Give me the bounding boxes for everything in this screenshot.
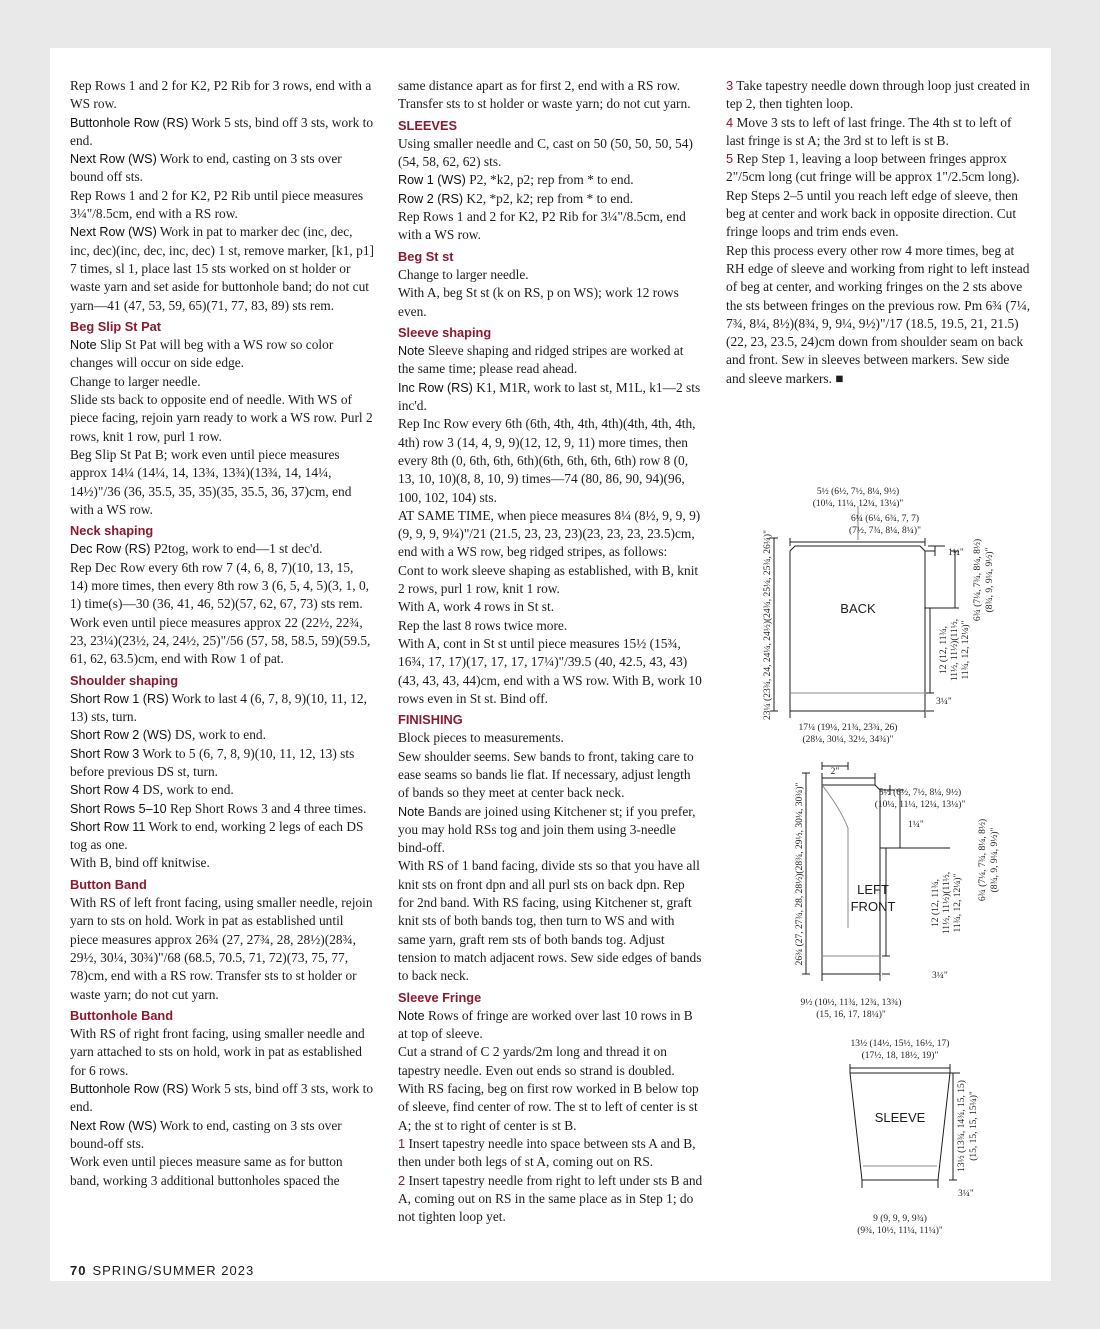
front-label-1: LEFT (857, 882, 889, 897)
paragraph-text: Rep Rows 1 and 2 for K2, P2 Rib until piece measures 3¼"/8.5cm, end with a RS row. (70, 187, 364, 222)
paragraph-text: P2, *k2, p2; rep from * to end. (465, 172, 634, 188)
paragraph-keyword: Next Row (WS) (70, 1118, 157, 1133)
paragraph (70, 391, 374, 446)
paragraph (70, 336, 374, 373)
paragraph-keyword: Inc Row (RS) (398, 380, 473, 395)
section-heading: Shoulder shaping (70, 672, 179, 688)
paragraph (398, 415, 703, 506)
front-neck-curve (822, 785, 848, 928)
back-side-3: 11¾, 12, 12¼)" (961, 620, 971, 680)
paragraph-text: Work to last 4 (6, 7, 8, 9)(10, 11, 12, 13) sts, turn. (70, 690, 367, 725)
paragraph-keyword: Short Rows 5–10 (70, 801, 167, 816)
back-armhole-1: 6¾ (7¼, 7¾, 8¼, 8½) (973, 538, 983, 622)
paragraph-text: Work to 5 (6, 7, 8, 9)(10, 11, 12, 13) sts before previous DS st, turn. (70, 745, 355, 779)
paragraph-text: Rep this process every other row 4 more times, beg at RH edge of sleeve and working from right to left instead of beg at center, and working fringes on the 2 sts above the sts between fringes on the previous row. Pm 6¾ (7¼, 7¾, 8¼, 8½)(8¾, 9, 9¼, 9½)"/17 (18.5, 19.5, 21, 21.5)(22, 23, 23.5, 24)cm down from shoulder seam on back and front. Sew in sleeves between markers. Sew side and sleeve markers. ■ (726, 242, 1031, 386)
back-bottom-width-2: (28¼, 30¼, 32½, 34¾)" (802, 735, 894, 745)
paragraph (398, 507, 703, 562)
sleeve-label: SLEEVE (874, 1110, 926, 1125)
front-outline (822, 785, 880, 974)
paragraph (398, 635, 703, 708)
paragraph (70, 114, 374, 151)
paragraph (70, 781, 374, 799)
front-side-2: 11½, 11½)(11½, (942, 871, 952, 935)
paragraph (70, 150, 374, 187)
paragraph (70, 745, 374, 782)
paragraph-text: Slide sts back to opposite end of needle. With WS of piece facing, rejoin yarn ready to work a WS row. Purl 2 rows, knit 1 row, purl 1 row. (70, 392, 373, 444)
paragraph-keyword: Short Row 4 (70, 783, 140, 798)
back-top-width-1: 5½ (6½, 7½, 8¼, 9½) (816, 487, 900, 497)
paragraph-text: With A, work 4 rows in St st. (398, 599, 555, 615)
paragraph-keyword: Short Row 2 (WS) (70, 728, 172, 743)
paragraph-text: Rep the last 8 rows twice more. (398, 617, 568, 633)
paragraph (398, 857, 703, 985)
front-armhole-1: 6¾ (7¼, 7¾, 8¼, 8½) (978, 818, 988, 902)
paragraph-text: Move 3 sts to left of last fringe. The 4th st to left of last fringe is st A; the 3rd st to left is st B. (726, 114, 1012, 148)
front-band: 2" (830, 767, 840, 777)
paragraph (726, 114, 1031, 151)
back-outline (790, 546, 925, 711)
paragraph (70, 446, 374, 519)
back-length: 23¼ (23¾, 24, 24¼, 24½)(24¾, 25¼, 25¾, 26¼)" (763, 530, 773, 720)
paragraph-keyword: Short Row 1 (RS) (70, 691, 169, 706)
paragraph-keyword: Buttonhole Row (RS) (70, 115, 189, 130)
paragraph-text: With B, bind off knitwise. (70, 855, 210, 871)
paragraph (70, 559, 374, 614)
back-shoulder-1: 6¼ (6¼, 6¾, 7, 7) (850, 514, 920, 524)
paragraph (398, 379, 703, 416)
page-footer (70, 1263, 254, 1278)
front-side-3: 11¾, 12, 12¼)" (953, 873, 963, 933)
paragraph (726, 77, 1031, 114)
back-side-2: 11½, 11½)(11½, (950, 618, 960, 682)
front-armhole-2: (8¾, 9, 9¼, 9½)" (990, 827, 1000, 893)
paragraph (398, 342, 703, 379)
paragraph (398, 598, 703, 616)
paragraph-text: K2, *p2, k2; rep from * to end. (463, 190, 634, 206)
front-bottom-width-2: (15, 16, 17, 18¼)" (816, 1010, 886, 1020)
paragraph-text: Work even until pieces measure same as for button band, working 3 additional buttonholes spaced the (70, 1154, 343, 1188)
paragraph-keyword: Note (398, 804, 425, 819)
section-heading: Button Band (70, 876, 147, 892)
section-heading: FINISHING (398, 712, 463, 728)
issue-name: SPRING/SUMMER 2023 (92, 1263, 255, 1278)
section-heading: Neck shaping (70, 523, 154, 539)
paragraph-text: With RS of left front facing, using smaller needle, rejoin yarn to sts on hold. Work in pat as established until piece measures approx 26¾ (27, 27¾, 28, 28½)(28¾, 29½, 30¼, 30¾)"/68 (68.5, 70.5, 71, 72)(73, 75, 77, 78)cm, end with a RS row. Transfer sts to st holder or waste yarn; do not cut yarn. (70, 895, 373, 1002)
paragraph (70, 223, 374, 314)
paragraph-text: Beg Slip St Pat B; work even until piece measures approx 14¼ (14¼, 14, 13¾, 13¾)(13¾, 14, 14¼, 14½)"/36 (36, 35.5, 35, 35)(35, 35.5, 36, 37)cm, end with a WS row. (70, 446, 352, 517)
magazine-page (50, 48, 1051, 1281)
paragraph (70, 1025, 374, 1080)
paragraph (398, 284, 703, 321)
paragraph-text: Work to end, casting on 3 sts over bound-off sts. (70, 1117, 342, 1151)
paragraph-text: Change to larger needle. (398, 266, 529, 282)
section-heading: Beg St st (398, 248, 454, 264)
paragraph (398, 190, 703, 208)
step-number: 3 (726, 78, 734, 93)
paragraph-text: DS, work to end. (139, 782, 234, 798)
sleeve-length-1: 13½ (13¾, 14¾, 15, 15) (957, 1080, 967, 1172)
paragraph (70, 800, 374, 818)
paragraph-text: Work to end, casting on 3 sts over bound off sts. (70, 151, 342, 185)
paragraph-text: Insert tapestry needle from right to left under sts B and A, coming out on RS in the same place as in Step 1; do not tighten loop yet. (398, 1172, 703, 1225)
front-length: 26¾ (27, 27¾, 28, 28½)(28¾, 29½, 30¼, 30¾)" (795, 782, 805, 966)
paragraph-text: Change to larger needle. (70, 373, 201, 389)
paragraph-text: Work 5 sts, bind off 3 sts, work to end. (70, 114, 374, 148)
paragraph-text: Sew shoulder seems. Sew bands to front, taking care to ease seams so bands lie flat. If necessary, adjust length of bands so they meet at center back neck. (398, 748, 694, 801)
paragraph (70, 854, 374, 872)
paragraph-text: K1, M1R, work to last st, M1L, k1—2 sts inc'd. (398, 379, 701, 414)
page-number: 70 (70, 1263, 87, 1278)
paragraph-text: Insert tapestry needle into space between sts A and B, then under both legs of st A, coming out on RS. (398, 1135, 696, 1170)
paragraph-keyword: Row 2 (RS) (398, 191, 464, 206)
paragraph-keyword: Dec Row (RS) (70, 542, 151, 557)
paragraph (70, 540, 374, 558)
front-top-width-2: (10¼, 11¼, 12¼, 13¼)" (874, 800, 966, 810)
paragraph (398, 562, 703, 599)
paragraph-text: With A, cont in St st until piece measures 15½ (15¾, 16¾, 17, 17)(17, 17, 17, 17¼)"/39.5 (40, 42.5, 43, 43)(43, 43, 43, 44)cm, end with a WS row. With B, work 10 rows even in St st. Bind off. (398, 635, 702, 706)
paragraph (398, 77, 703, 114)
paragraph-text: Work 5 sts, bind off 3 sts, work to end. (70, 1081, 374, 1115)
paragraph-keyword: Next Row (WS) (70, 152, 157, 167)
paragraph (398, 1007, 703, 1044)
step-number: 2 (398, 1172, 406, 1188)
front-rib: 3¼" (932, 971, 948, 981)
back-bottom-width-1: 17¼ (19¼, 21¾, 23¾, 26) (798, 723, 898, 733)
back-neck-drop: 1¼" (948, 548, 964, 558)
paragraph-text: Rows of fringe are worked over last 10 rows in B at top of sleeve. (398, 1007, 693, 1042)
paragraph-text: Bands are joined using Kitchener st; if you prefer, you may hold RSs tog and join them using 3-needle bind-off. (398, 803, 696, 856)
paragraph-text: Work in pat to marker dec (inc, dec, inc, dec)(inc, dec, inc, dec) 1 st, remove marker, [k1, p1] 7 times, sl 1, place last 15 sts worked on st holder or waste yarn and set aside for buttonhole band; do not cut yarn—41 (47, 53, 59, 65)(71, 77, 83, 89) sts rem. (70, 224, 374, 313)
paragraph-text: Rep Inc Row every 6th (6th, 4th, 4th, 4th)(4th, 4th, 4th, 4th) row 3 (14, 4, 9, 9)(12, 12, 9, 11) more times, then every 8th (0, 6th, 6th, 6th)(6th, 6th, 6th, 6th) row 8 (0, 13, 10, 10)(8, 8, 10, 9) times—74 (80, 86, 90, 94)(96, 100, 102, 104) sts. (398, 416, 696, 505)
paragraph-text: same distance apart as for first 2, end with a RS row. Transfer sts to st holder or waste yarn; do not cut yarn. (398, 78, 691, 112)
back-shoulder-2: (7½, 7¾, 8¼, 8¼)" (849, 526, 921, 536)
paragraph (726, 242, 1031, 388)
step-number: 5 (726, 151, 734, 167)
paragraph-text: Block pieces to measurements. (398, 730, 564, 746)
paragraph-keyword: Note (398, 344, 425, 359)
paragraph-text: Cont to work sleeve shaping as established, with B, knit 2 rows, purl 1 row, knit 1 row. (398, 562, 699, 597)
text-column-2 (398, 77, 703, 1226)
back-armhole-2: (8¾, 9, 9¼, 9½)" (985, 547, 995, 613)
sleeve-outline (850, 1073, 950, 1180)
paragraph-text: With RS of 1 band facing, divide sts so that you have all knit sts on front dpn and all purl sts on back dpn. Rep for 2nd band. With RS facing, using Kitchener st, graft knit sts of both bands tog, then turn to WS and with same yarn, graft rem sts of both bands tog. Adjust tension to match adjacent rows. Sew side edges of bands to back neck. (398, 858, 702, 984)
section-heading: Sleeve Fringe (398, 989, 482, 1005)
section-heading: Buttonhole Band (70, 1007, 174, 1023)
paragraph (398, 1172, 703, 1227)
paragraph (726, 150, 1031, 187)
paragraph-text: With A, beg St st (k on RS, p on WS); work 12 rows even. (398, 285, 679, 319)
section-heading: SLEEVES (398, 117, 458, 133)
paragraph-text: Work even until piece measures approx 22 (22½, 22¾, 23, 23¼)(23½, 24, 24½, 25)"/56 (57, 58, 58.5, 59)(59.5, 61, 62, 63.5)cm, end with Row 1 of pat. (70, 614, 371, 667)
paragraph (398, 748, 703, 803)
paragraph (70, 894, 374, 1004)
paragraph (398, 1043, 703, 1134)
paragraph-text: Cut a strand of C 2 yards/2m long and thread it on tapestry needle. Even out ends so strand is doubled. With RS facing, beg on first row worked in B below top of sleeve, find center of row. The st to left of center is st A; the st to right of center is st B. (398, 1044, 699, 1133)
back-side-1: 12 (12, 11¾, (939, 626, 949, 674)
paragraph-text: Slip St Pat will beg with a WS row so color changes will occur on side edge. (70, 337, 334, 371)
paragraph (726, 187, 1031, 242)
paragraph (70, 373, 374, 391)
paragraph-text: With RS of right front facing, using smaller needle and yarn attached to sts on hold, work in pat as established for 6 rows. (70, 1026, 365, 1078)
paragraph-keyword: Short Row 3 (70, 746, 140, 761)
text-column-3 (726, 77, 1031, 388)
paragraph-text: Take tapestry needle down through loop just created in tep 2, then tighten loop. (726, 78, 1030, 112)
paragraph-text: P2tog, work to end—1 st dec'd. (150, 541, 323, 557)
front-bottom-width-1: 9½ (10½, 11¾, 12¾, 13¾) (800, 998, 902, 1008)
paragraph-text: AT SAME TIME, when piece measures 8¼ (8½, 9, 9, 9)(9, 9, 9, 9¼)"/21 (21.5, 23, 23, 23)(23, 23, 23, 23.5)cm, end with a WS row, beg ridged stripes, as follows: (398, 507, 701, 560)
sleeve-bottom-width-1: 9 (9, 9, 9, 9¾) (873, 1214, 927, 1224)
paragraph (70, 1153, 374, 1190)
paragraph (398, 617, 703, 635)
paragraph-text: Sleeve shaping and ridged stripes are worked at the same time; please read ahead. (398, 343, 684, 377)
sleeve-bottom-width-2: (9¾, 10½, 11¼, 11¼)" (857, 1226, 943, 1236)
paragraph (70, 726, 374, 744)
front-label-2: FRONT (850, 899, 896, 914)
paragraph (398, 729, 703, 747)
paragraph (398, 171, 703, 189)
paragraph (70, 1080, 374, 1117)
paragraph-keyword: Buttonhole Row (RS) (70, 1082, 189, 1097)
paragraph-text: Rep Step 1, leaving a loop between fringes approx 2"/5cm long (cut fringe will be approx 1"/2.5cm long). (726, 151, 1020, 185)
front-side-1: 12 (12, 11¾, (931, 879, 941, 927)
paragraph (70, 187, 374, 224)
paragraph (398, 803, 703, 858)
sleeve-top-width-1: 13½ (14½, 15½, 16½, 17) (850, 1039, 950, 1049)
sleeve-length-2: (15, 15, 15, 15¼)" (969, 1091, 979, 1161)
paragraph-keyword: Row 1 (WS) (398, 173, 466, 188)
paragraph-keyword: Note (398, 1008, 425, 1023)
paragraph (398, 266, 703, 284)
paragraph-text: Rep Rows 1 and 2 for K2, P2 Rib for 3 rows, end with a WS row. (70, 78, 372, 112)
schematics (750, 428, 1040, 1278)
paragraph-text: Rep Short Rows 3 and 4 three times. (166, 800, 367, 816)
text-column-1 (70, 77, 374, 1190)
back-rib: 3¼" (936, 697, 952, 707)
paragraph (70, 1117, 374, 1154)
paragraph-text: Rep Rows 1 and 2 for K2, P2 Rib for 3¼"/8.5cm, end with a WS row. (398, 209, 686, 243)
paragraph (70, 690, 374, 727)
paragraph-text: Rep Steps 2–5 until you reach left edge of sleeve, then beg at center and work back in opposite direction. Cut fringe loops and trim ends even. (726, 187, 1018, 240)
back-top-width-2: (10¼, 11¼, 12¼, 13¼)" (812, 499, 904, 509)
paragraph-keyword: Short Row 11 (70, 819, 146, 834)
paragraph (398, 208, 703, 245)
step-number: 1 (398, 1135, 406, 1151)
section-heading: Beg Slip St Pat (70, 318, 162, 334)
schematic-svg (750, 428, 1040, 1278)
back-label: BACK (840, 601, 876, 616)
sleeve-top-width-2: (17½, 18, 18½, 19)" (861, 1051, 939, 1061)
paragraph-text: Work to end, working 2 legs of each DS tog as one. (70, 818, 364, 853)
paragraph (398, 1135, 703, 1172)
paragraph-text: DS, work to end. (171, 727, 266, 743)
paragraph-keyword: Note (70, 338, 97, 353)
sleeve-cuff: 3¼" (958, 1189, 974, 1199)
front-neck-drop: 1¼" (908, 820, 924, 830)
paragraph (398, 135, 703, 172)
section-heading: Sleeve shaping (398, 324, 492, 340)
paragraph (70, 77, 374, 114)
paragraph (70, 614, 374, 669)
paragraph-text: Using smaller needle and C, cast on 50 (50, 50, 50, 54)(54, 58, 62, 62) sts. (398, 135, 693, 170)
paragraph (70, 818, 374, 855)
paragraph-keyword: Next Row (WS) (70, 225, 157, 240)
step-number: 4 (726, 114, 734, 130)
front-top-width-1: 5½ (6½, 7½, 8¼, 9½) (878, 788, 962, 798)
paragraph-text: Rep Dec Row every 6th row 7 (4, 6, 8, 7)(10, 13, 15, 14) more times, then every 8th row 3 (6, 5, 4, 5)(3, 1, 0, 1) time(s)—30 (36, 41, 46, 52)(57, 62, 67, 73) sts rem. (70, 559, 369, 612)
